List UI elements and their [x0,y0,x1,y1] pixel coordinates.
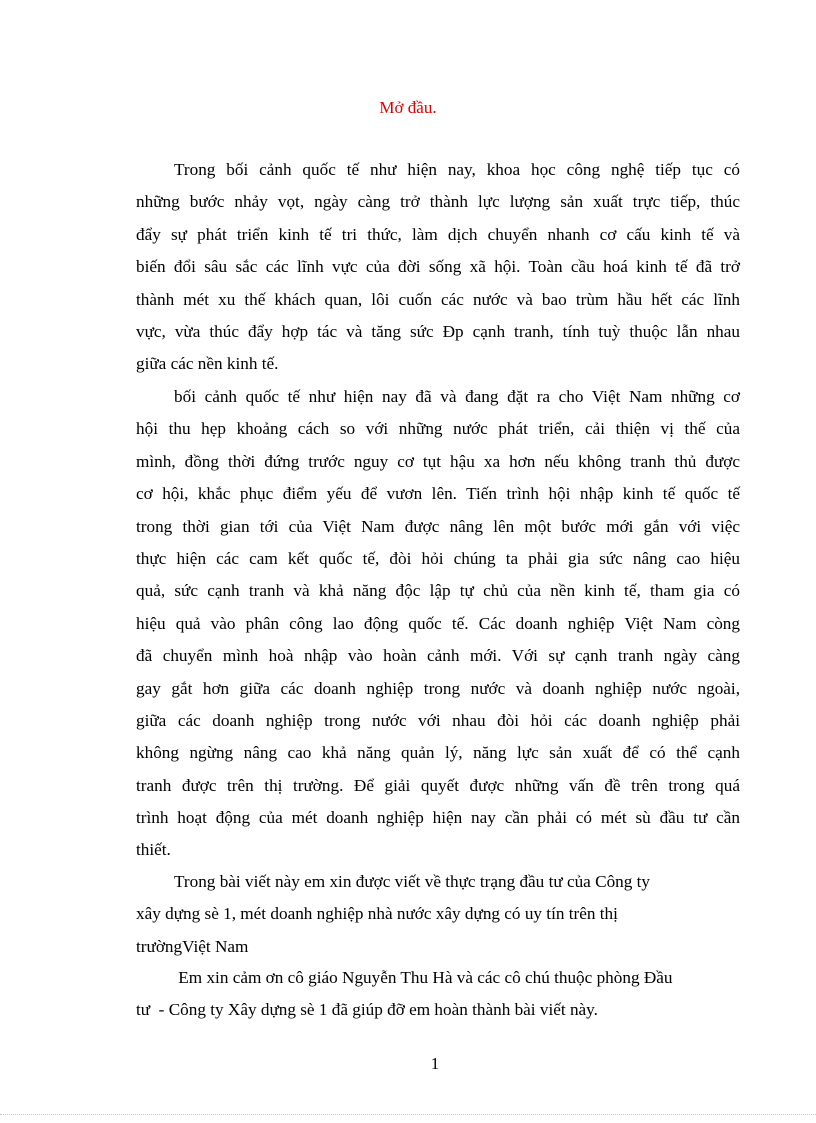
text-line: trình hoạt động của mét doanh nghiệp hiện nay cần phải có mét sù đầu tư cần [136,808,740,828]
text-line: thực hiện các cam kết quốc tế, đòi hỏi chúng ta phải gia sức nâng cao hiệu [136,548,740,568]
text-line: không ngừng nâng cao khả năng quản lý, năng lực sản xuất để có thể cạnh [136,743,740,763]
document-title: Mở đầu. [379,98,437,117]
text-line: hiệu quả vào phân công lao động quốc tế. Các doanh nghiệp Việt Nam còng [136,613,740,633]
text-line: tư - Công ty Xây dựng sè 1 đã giúp đỡ em hoàn thành bài viết này. [136,1000,598,1020]
paragraph-purpose [136,866,740,963]
text-line: thành mét xu thế khách quan, lôi cuốn các nước và bao trùm hầu hết các lĩnh [136,289,740,309]
text-line: đẩy sự phát triển kinh tế tri thức, làm dịch chuyển nhanh cơ cấu kinh tế và [136,224,740,244]
text-line: gay gắt hơn giữa các doanh nghiệp trong nước và doanh nghiệp nước ngoài, [136,678,740,698]
text-line: trong thời gian tới của Việt Nam được nâng lên một bước mới gắn với việc [136,516,740,536]
text-line: giữa các doanh nghiệp trong nước với nhau đòi hỏi các doanh nghiệp phải [136,710,740,730]
text-line: thiết. [136,840,171,860]
text-line: giữa các nền kinh tế. [136,354,279,374]
page-number: 1 [430,1054,440,1073]
text-line: vực, vừa thúc đẩy hợp tác và tăng sức Đp cạnh tranh, tính tuỳ thuộc lẫn nhau [136,321,740,341]
page-bottom-dotted-border [0,1114,816,1115]
text-line: Trong bài viết này em xin được viết về thực trạng đầu tư của Công ty [174,872,651,891]
paragraph-introduction [136,154,740,381]
text-line: Trong bối cảnh quốc tế như hiện nay, khoa học công nghệ tiếp tục có [174,160,740,179]
text-line: Em xin cảm ơn cô giáo Nguyễn Thu Hà và các cô chú thuộc phòng Đầu [174,968,673,987]
text-line: cơ hội, khắc phục điểm yếu để vươn lên. Tiến trình hội nhập kinh tế quốc tế [136,484,740,504]
text-line: hội thu hẹp khoảng cách so với những nước phát triển, cải thiện vị thế của [136,419,740,439]
text-line: quả, sức cạnh tranh và khả năng độc lập tự chủ của nền kinh tế, tham gia có [136,581,740,601]
text-line: tranh được trên thị trường. Để giải quyết được những vấn đề trên trong quá [136,775,740,795]
text-line: bối cảnh quốc tế như hiện nay đã và đang đặt ra cho Việt Nam những cơ [174,387,740,406]
text-line: xây dựng sè 1, mét doanh nghiệp nhà nước xây dựng có uy tín trên thị [136,904,618,924]
paragraph-acknowledgement [136,962,740,1027]
text-line: đã chuyển mình hoà nhập vào hoàn cảnh mới. Với sự cạnh tranh ngày càng [136,646,740,666]
text-line: những bước nhảy vọt, ngày càng trở thành lực lượng sản xuất trực tiếp, thúc [136,192,740,212]
text-line: trườngViệt Nam [136,936,249,956]
text-line: mình, đồng thời đứng trước nguy cơ tụt hậu xa hơn nếu không tranh thủ được [136,451,740,471]
text-line: biến đổi sâu sắc các lĩnh vực của đời sống xã hội. Toàn cầu hoá kinh tế đã trở [136,257,740,277]
paragraph-context [136,381,740,867]
